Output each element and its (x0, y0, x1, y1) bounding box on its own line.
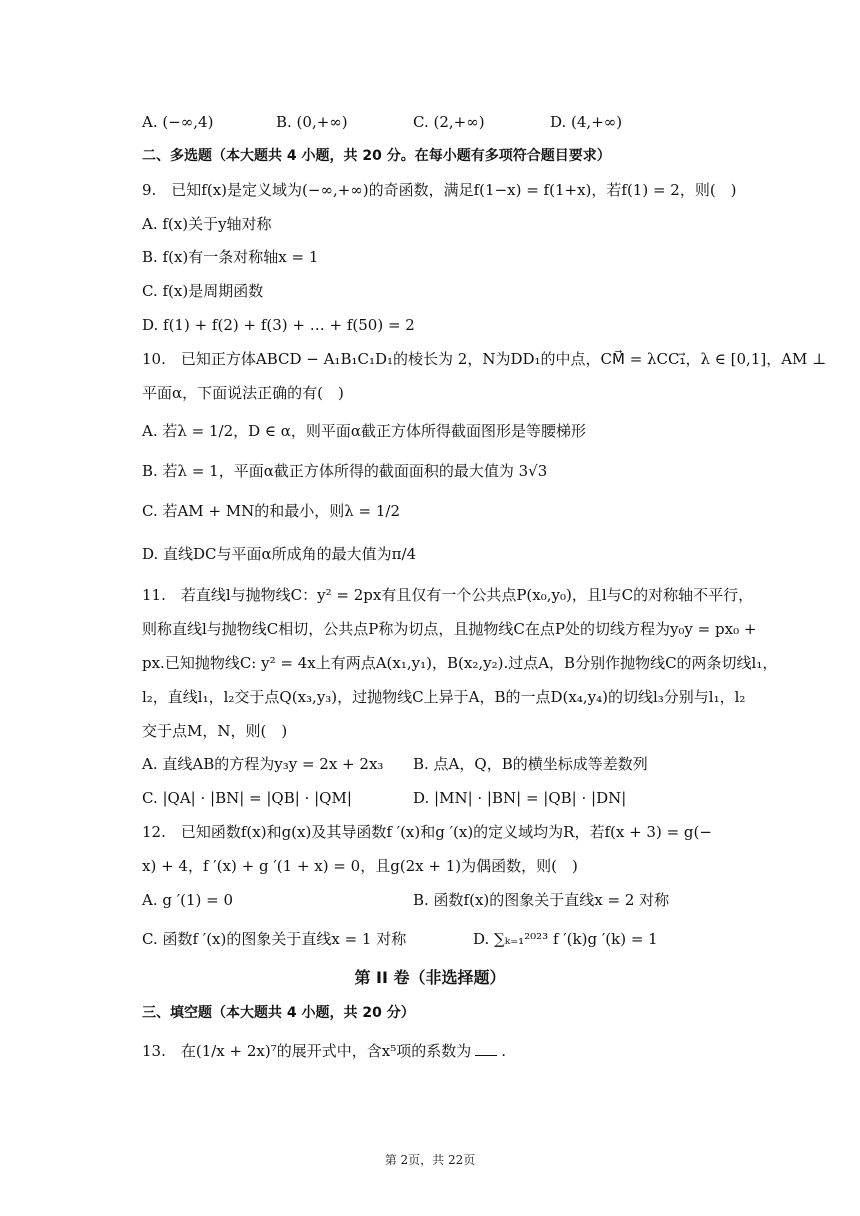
section3-heading: 三、填空题（本大题共 4 小题，共 20 分） (142, 1005, 415, 1021)
q10-stem-line1: 10. 已知正方体ABCD − A₁B₁C₁D₁的棱长为 2，N为DD₁的中点，CM⃗ = λCC₁⃗，λ ∈ [0,1]，AM ⊥ (142, 350, 827, 368)
q10-option-a: A. 若λ = 1/2，D ∈ α，则平面α截正方体所得截面图形是等腰梯形 (142, 422, 587, 440)
q10-option-d: D. 直线DC与平面α所成角的最大值为π/4 (142, 545, 417, 563)
q8-option-b: B. (0,+∞) (276, 113, 348, 131)
q11-option-a: A. 直线AB的方程为y₃y = 2x + 2x₃ (142, 755, 384, 773)
answer-blank (475, 1043, 497, 1056)
q11-stem-line1: 11. 若直线l与抛物线C：y² = 2px有且仅有一个公共点P(x₀,y₀)，且l与C的对称轴不平行， (142, 586, 754, 604)
q9-option-a: A. f(x)关于y轴对称 (142, 215, 272, 233)
q8-option-c: C. (2,+∞) (413, 113, 485, 131)
q12-stem-line2: x) + 4，f ′(x) + g ′(1 + x) = 0，且g(2x + 1)为偶函数，则( ) (142, 857, 578, 875)
q11-option-d: D. |MN| · |BN| = |QB| · |DN| (413, 789, 627, 807)
page-footer: 第 2页，共 22页 (384, 1153, 476, 1167)
q11-stem-line2: 则称直线l与抛物线C相切，公共点P称为切点，且抛物线C在点P处的切线方程为y₀y = px₀ + (142, 620, 757, 638)
volume2-title: 第 II 卷（非选择题） (354, 968, 506, 987)
q9-option-c: C. f(x)是周期函数 (142, 282, 264, 300)
q9-stem: 9. 已知f(x)是定义域为(−∞,+∞)的奇函数，满足f(1−x) = f(1+x)，若f(1) = 2，则( ) (142, 181, 737, 199)
section2-heading: 二、多选题（本大题共 4 小题，共 20 分。在每小题有多项符合题目要求） (142, 148, 611, 164)
q9-option-d: D. f(1) + f(2) + f(3) + … + f(50) = 2 (142, 316, 415, 334)
q13-stem: 13. 在(1/x + 2x)⁷的展开式中，含x⁵项的系数为 (142, 1042, 472, 1060)
q12-option-a: A. g ′(1) = 0 (142, 891, 234, 909)
q11-stem-line3: px.已知抛物线C: y² = 4x上有两点A(x₁,y₁)，B(x₂,y₂).过点A，B分别作抛物线C的两条切线l₁， (142, 654, 778, 672)
q8-options (142, 112, 762, 132)
q8-option-d: D. (4,+∞) (550, 113, 623, 131)
q10-option-b: B. 若λ = 1，平面α截正方体所得的截面面积的最大值为 3√3 (142, 462, 548, 480)
q10-option-c: C. 若AM + MN的和最小，则λ = 1/2 (142, 502, 401, 520)
q12-option-d: D. ∑ₖ₌₁²⁰²³ f ′(k)g ′(k) = 1 (473, 930, 658, 948)
q12-stem-line1: 12. 已知函数f(x)和g(x)及其导函数f ′(x)和g ′(x)的定义域均为R，若f(x + 3) = g(− (142, 823, 712, 841)
q12-option-c: C. 函数f ′(x)的图象关于直线x = 1 对称 (142, 930, 407, 948)
q10-stem-line2: 平面α，下面说法正确的有( ) (142, 384, 344, 402)
q11-option-b: B. 点A，Q，B的横坐标成等差数列 (413, 755, 648, 773)
q11-stem-line5: 交于点M，N，则( ) (142, 722, 288, 740)
q8-option-a: A. (−∞,4) (142, 113, 214, 131)
q13-end: . (501, 1042, 506, 1060)
q11-stem-line4: l₂，直线l₁，l₂交于点Q(x₃,y₃)，过抛物线C上异于A，B的一点D(x₄,y₄)的切线l₃分别与l₁，l₂ (142, 688, 746, 706)
q11-option-c: C. |QA| · |BN| = |QB| · |QM| (142, 789, 352, 807)
q13 (142, 1041, 506, 1061)
q9-option-b: B. f(x)有一条对称轴x = 1 (142, 248, 319, 266)
q12-option-b: B. 函数f(x)的图象关于直线x = 2 对称 (413, 891, 670, 909)
